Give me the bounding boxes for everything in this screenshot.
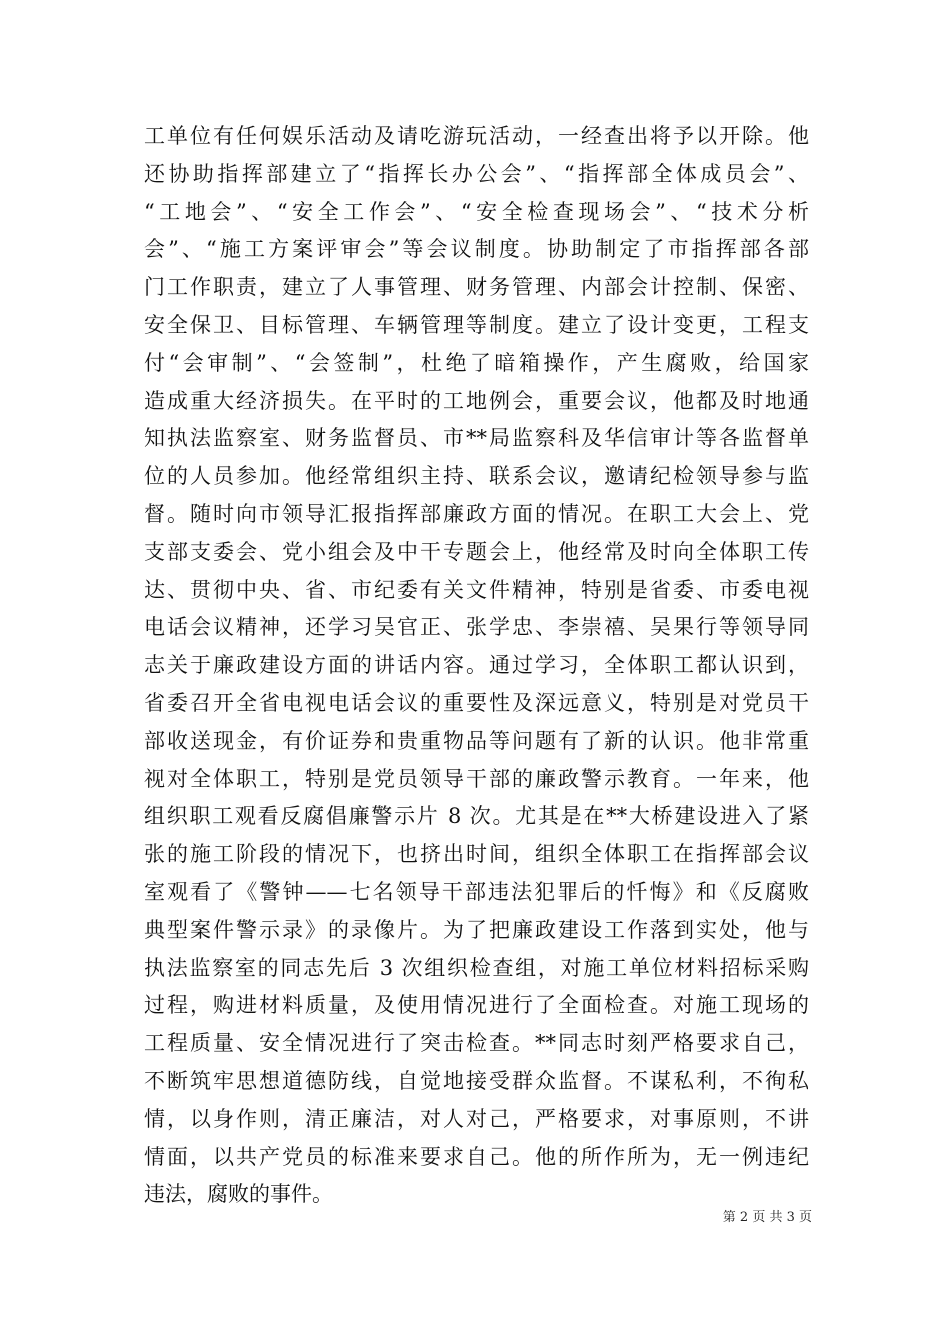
text-line: 知执法监察室、财务监督员、市**局监察科及华信审计等各监督单 (144, 426, 809, 451)
text-line: 达、贯彻中央、省、市纪委有关文件精神，特别是省委、市委电视 (144, 577, 809, 602)
page-number: 第 2 页 共 3 页 (722, 1210, 812, 1225)
text-line: 门工作职责，建立了人事管理、财务管理、内部会计控制、保密、 (144, 275, 809, 300)
text-line: 督。随时向市领导汇报指挥部廉政方面的情况。在职工大会上、党 (144, 501, 809, 526)
text-line: 不断筑牢思想道德防线，自觉地接受群众监督。不谋私利，不徇私 (144, 1068, 809, 1093)
text-line: 省委召开全省电视电话会议的重要性及深远意义，特别是对党员干 (144, 690, 809, 715)
text-line: 志关于廉政建设方面的讲话内容。通过学习，全体职工都认识到， (144, 653, 809, 678)
text-line: 违法，腐败的事件。 (144, 1182, 333, 1207)
text-line: 会”、“施工方案评审会”等会议制度。协助制定了市指挥部各部 (144, 237, 809, 262)
text-line: 电话会议精神，还学习吴官正、张学忠、李崇禧、吴果行等领导同 (144, 615, 809, 640)
text-line: 部收送现金，有价证券和贵重物品等问题有了新的认识。他非常重 (144, 728, 809, 753)
text-line: “工地会”、“安全工作会”、“安全检查现场会”、“技术分析 (144, 199, 809, 224)
text-line: 执法监察室的同志先后 3 次组织检查组，对施工单位材料招标采购 (144, 955, 809, 980)
text-line: 位的人员参加。他经常组织主持、联系会议，邀请纪检领导参与监 (144, 464, 809, 489)
text-line: 过程，购进材料质量，及使用情况进行了全面检查。对施工现场的 (144, 993, 809, 1018)
text-line: 室观看了《警钟——七名领导干部违法犯罪后的忏悔》和《反腐败 (144, 879, 809, 904)
text-line: 工程质量、安全情况进行了突击检查。**同志时刻严格要求自己， (144, 1031, 809, 1056)
text-line: 组织职工观看反腐倡廉警示片 8 次。尤其是在**大桥建设进入了紧 (144, 804, 809, 829)
text-line: 典型案件警示录》的录像片。为了把廉政建设工作落到实处，他与 (144, 917, 809, 942)
text-line: 情，以身作则，清正廉洁，对人对己，严格要求，对事原则，不讲 (144, 1106, 809, 1131)
text-line: 付“会审制”、“会签制”，杜绝了暗箱操作，产生腐败，给国家 (144, 350, 809, 375)
text-line: 张的施工阶段的情况下，也挤出时间，组织全体职工在指挥部会议 (144, 842, 809, 867)
text-line: 支部支委会、党小组会及中干专题会上，他经常及时向全体职工传 (144, 539, 809, 564)
text-line: 视对全体职工，特别是党员领导干部的廉政警示教育。一年来，他 (144, 766, 809, 791)
text-line: 还协助指挥部建立了“指挥长办公会”、“指挥部全体成员会”、 (144, 161, 809, 186)
text-line: 造成重大经济损失。在平时的工地例会，重要会议，他都及时地通 (144, 388, 809, 413)
text-line: 情面，以共产党员的标准来要求自己。他的所作所为，无一例违纪 (144, 1144, 809, 1169)
body-paragraph (144, 118, 809, 1214)
text-line: 工单位有任何娱乐活动及请吃游玩活动，一经查出将予以开除。他 (144, 124, 809, 148)
text-line: 安全保卫、目标管理、车辆管理等制度。建立了设计变更，工程支 (144, 312, 809, 337)
